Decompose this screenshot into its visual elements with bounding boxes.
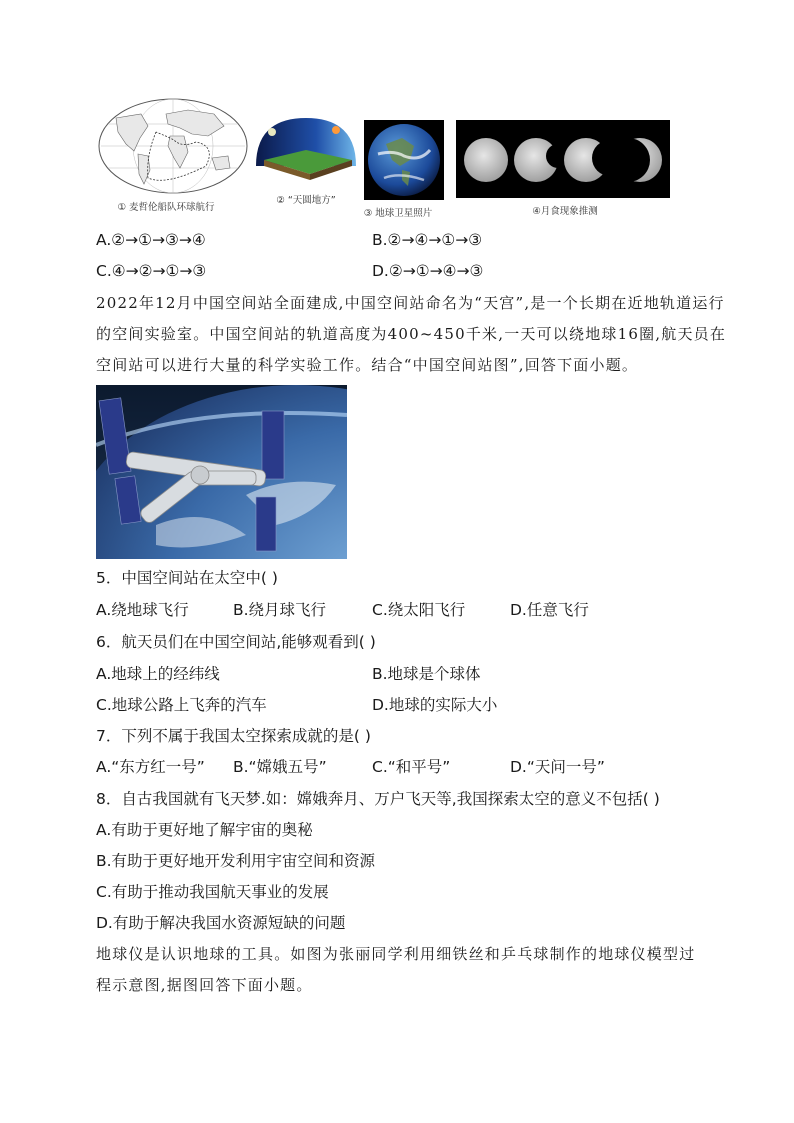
passage1-line-2: 的空间实验室。中国空间站的轨道高度为400~450千米,一天可以绕地球16圈,航天员在	[96, 325, 727, 343]
q7-option-d: D.“天问一号”	[510, 758, 605, 776]
q5-stem: 5．中国空间站在太空中( )	[96, 569, 278, 587]
figure-caption-2: ② “天圆地方”	[276, 195, 336, 206]
passage1-line-1: 2022年12月中国空间站全面建成,中国空间站命名为“天宫”,是一个长期在近地轨道运行	[96, 294, 725, 312]
q4-option-a: A.②→①→③→④	[96, 231, 206, 249]
q4-option-d: D.②→①→④→③	[372, 262, 484, 280]
space-station-photo-icon	[96, 385, 347, 559]
flat-earth-dome-icon	[254, 114, 358, 184]
q4-option-b: B.②→④→①→③	[372, 231, 483, 249]
q7-option-a: A.“东方红一号”	[96, 758, 205, 776]
q7-option-c: C.“和平号”	[372, 758, 451, 776]
passage1-line-3: 空间站可以进行大量的科学实验工作。结合“中国空间站图”,回答下面小题。	[96, 356, 639, 374]
q6-option-b: B.地球是个球体	[372, 665, 481, 683]
passage2-line-2: 程示意图,据图回答下面小题。	[96, 976, 313, 994]
world-map-route-icon	[96, 96, 250, 196]
passage2-line-1: 地球仪是认识地球的工具。如图为张丽同学利用细铁丝和乒乓球制作的地球仪模型过	[96, 945, 696, 963]
q8-option-c: C.有助于推动我国航天事业的发展	[96, 883, 329, 901]
figure-caption-4: ④月食现象推测	[532, 206, 598, 217]
lunar-eclipse-sequence-icon	[456, 120, 670, 198]
q5-option-a: A.绕地球飞行	[96, 601, 189, 619]
q6-stem: 6．航天员们在中国空间站,能够观看到( )	[96, 633, 376, 651]
figure-caption-3: ③ 地球卫星照片	[363, 208, 433, 219]
q6-option-a: A.地球上的经纬线	[96, 665, 220, 683]
figure-earth-photo	[364, 120, 444, 200]
q8-option-a: A.有助于更好地了解宇宙的奥秘	[96, 821, 313, 839]
q6-option-d: D.地球的实际大小	[372, 696, 498, 714]
figure-lunar-eclipse	[456, 120, 670, 198]
figure-flat-earth	[254, 114, 358, 184]
q7-stem: 7．下列不属于我国太空探索成就的是( )	[96, 727, 371, 745]
q5-option-d: D.任意飞行	[510, 601, 589, 619]
q8-option-b: B.有助于更好地开发利用宇宙空间和资源	[96, 852, 376, 870]
q4-option-c: C.④→②→①→③	[96, 262, 207, 280]
q8-option-d: D.有助于解决我国水资源短缺的问题	[96, 914, 346, 932]
space-station-image	[96, 385, 347, 559]
q5-option-c: C.绕太阳飞行	[372, 601, 466, 619]
figure-world-map	[96, 96, 250, 196]
q6-option-c: C.地球公路上飞奔的汽车	[96, 696, 267, 714]
q5-option-b: B.绕月球飞行	[233, 601, 327, 619]
earth-photo-icon	[364, 120, 444, 200]
q8-stem: 8．自古我国就有飞天梦.如：嫦娥奔月、万户飞天等,我国探索太空的意义不包括( )	[96, 790, 660, 808]
q7-option-b: B.“嫦娥五号”	[233, 758, 327, 776]
figure-caption-1: ① 麦哲伦船队环球航行	[117, 202, 215, 213]
